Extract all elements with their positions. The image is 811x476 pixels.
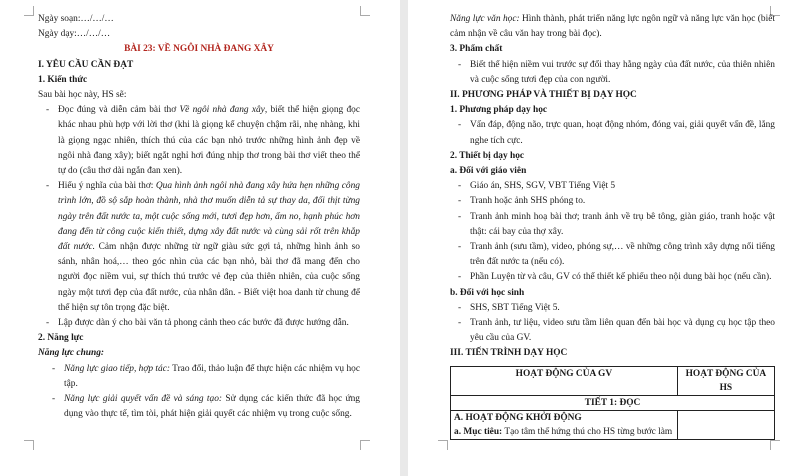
subsection-heading: 2. Năng lực [38,333,84,344]
crop-mark [360,6,370,16]
left-page [0,0,400,476]
intro-text: Sau bài học này, HS sẽ: [38,90,127,101]
column-header-teacher: HOẠT ĐỘNG CỦA GV [451,366,678,395]
crop-mark [770,440,780,450]
list-item: - Tranh ảnh minh hoạ bài thơ; tranh ảnh về trụ bê tông, giàn giáo, tranh hoặc vật thật: cái bay của thợ xây. [450,210,775,240]
list-item: - SHS, SBT Tiếng Việt 5. [450,301,775,316]
column-header-student: HOẠT ĐỘNG CỦA HS [677,366,774,395]
general-competence-heading: Năng lực chung: [38,348,105,359]
teacher-heading: a. Đối với giáo viên [450,166,527,177]
list-item: - Lập được dàn ý cho bài văn tả phong cảnh theo các bước đã được hướng dẫn. [38,316,360,331]
list-item: - Tranh hoặc ảnh SHS phóng to. [450,194,775,209]
subsection-heading: 1. Kiến thức [38,74,88,85]
list-item: - Hiểu ý nghĩa của bài thơ: Qua hình ảnh ngôi nhà đang xây hứa hẹn những công trình lớn, đồ sộ sắp hoàn thành, nhà thơ muốn diễn tả sự thay da, đổi thịt từng ngày trên đất nước ta, một cuộc sống mới, tươi đẹp hơn, ấm no, hạnh phúc hơn đang đến từ công cuộc kiến thiết, dựng xây đất nước và cùng sải rốt trên khắp đất nước. Cảm nhận được những từ ngữ giàu sức gợi tả, những hình ảnh so sánh, nhân hoá,… theo góc nhìn của các bạn nhỏ, bài thơ đã mang đến cho người đọc niềm vui, sự thích thú trước vẻ đẹp của thiên nhiên, của cuộc sống ngày một tươi đẹp của đất nước, của nhân dân. - Biết việt hoa danh từ chung để thể hiện sự tôn trọng đặc biệt. [38,179,360,316]
student-heading: b. Đối với học sinh [450,287,525,298]
subsection-heading: 3. Phẩm chất [450,44,503,55]
subsection-heading: 2. Thiết bị dạy học [450,150,525,161]
list-item: - Tranh ảnh (sưu tầm), video, phóng sự,… về những công trình xây dựng nổi tiếng trên đất nước ta (nếu có). [450,240,775,270]
section-heading: III. TIẾN TRÌNH DẠY HỌC [450,348,568,359]
crop-mark [24,6,34,16]
left-page-content [38,12,360,422]
lesson-title: BÀI 23: VỀ NGÔI NHÀ ĐANG XÂY [124,44,274,55]
list-item: - Năng lực giải quyết vấn đề và sáng tạo: Sử dụng các kiến thức đã học ứng dụng vào thực tế, tìm tòi, phát hiện giải quyết các nhiệm vụ trong cuộc sống. [38,392,360,422]
list-item: - Biết thể hiện niềm vui trước sự đổi thay hằng ngày của đất nước, của thiên nhiên và cuộc sống tươi đẹp của con người. [450,58,775,88]
table-header-row [451,366,775,395]
crop-mark [360,440,370,450]
activity-title: A. HOẠT ĐỘNG KHỞI ĐỘNG [454,412,582,423]
student-activity-cell [677,410,774,439]
page-gap [400,0,408,476]
list-item: - Vấn đáp, động não, trực quan, hoạt động nhóm, đóng vai, giải quyết vấn đề, lắng nghe tích cực. [450,118,775,148]
list-item: - Giáo án, SHS, SGV, VBT Tiếng Việt 5 [450,179,775,194]
subsection-heading: 1. Phương pháp dạy học [450,105,548,116]
crop-mark [24,440,34,450]
goal-line: a. Mục tiêu: Tạo tâm thế hứng thú cho HS từng bước làm [454,426,673,437]
table-row [451,410,775,439]
literary-competence: Năng lực văn học: Hình thành, phát triển năng lực ngôn ngữ và năng lực văn học (biết cảm nhận về câu văn hay trong bài đọc). [450,14,775,40]
right-page [408,0,811,476]
crop-mark [438,440,448,450]
right-page-content [450,12,775,440]
lesson-plan-table [450,366,775,440]
list-item: - Tranh ảnh, tư liệu, video sưu tầm liên quan đến bài học và dụng cụ học tập theo yêu cầu của GV. [450,316,775,346]
table-row [451,395,775,410]
list-item: - Đọc đúng và diễn cảm bài thơ Về ngôi nhà đang xây, biết thể hiện giọng đọc khác nhau phù hợp với lời thơ (khi là giọng kể chuyện chậm rãi, nhẹ nhàng, khi là giọng ngạc nhiên, thích thú của các bạn nhỏ trước những hình ảnh đẹp về ngôi nhà đang xây); biết ngắt nghỉ hơi đúng nhịp thơ trong bài thơ viết theo thể tự do (câu thơ dài ngắn đan xen). [38,103,360,179]
section-heading: II. PHƯƠNG PHÁP VÀ THIẾT BỊ DẠY HỌC [450,90,637,101]
activity-cell [451,410,678,439]
list-item: - Phần Luyện từ và câu, GV có thể thiết kế phiếu theo nội dung bài học (nếu cần). [450,270,775,285]
prep-date: Ngày soạn:…/…/… [38,14,114,24]
period-title: TIẾT 1: ĐỌC [451,395,775,410]
teach-date: Ngày dạy:…/…/… [38,29,111,40]
list-item: - Năng lực giao tiếp, hợp tác: Trao đổi, thảo luận để thực hiện các nhiệm vụ học tập. [38,362,360,392]
section-heading: I. YÊU CẦU CẦN ĐẠT [38,59,134,70]
